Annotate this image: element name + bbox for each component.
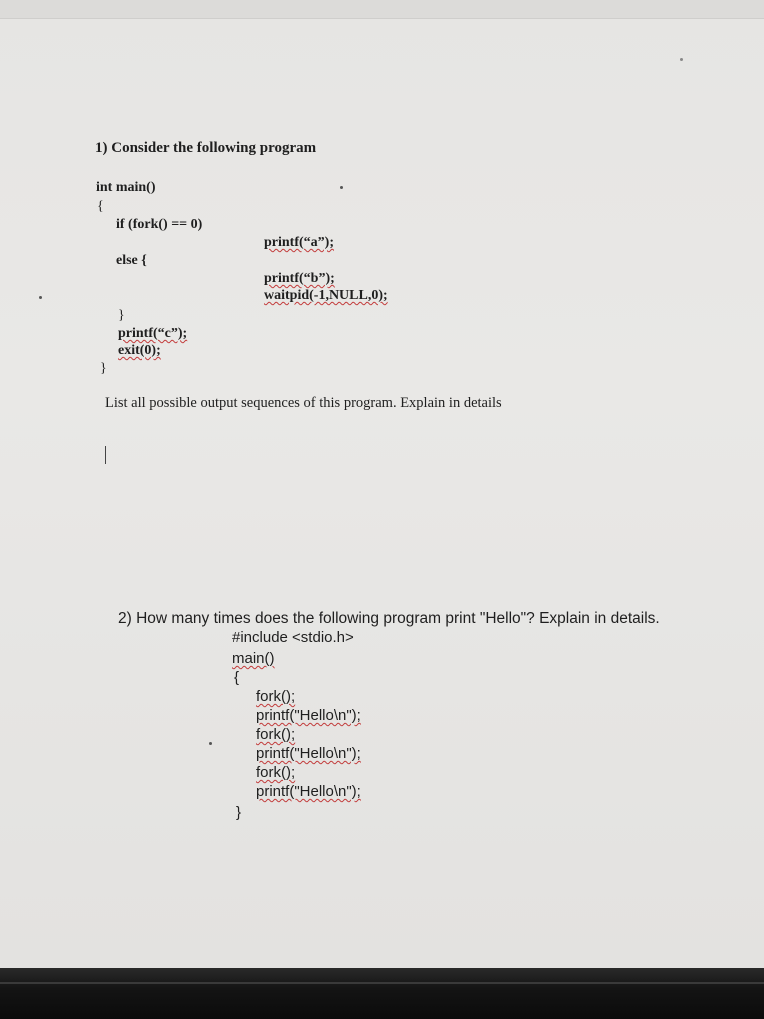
q2-main-line: main() <box>232 650 275 667</box>
q2-heading: 2) How many times does the following program print "Hello"? Explain in details. <box>118 610 660 627</box>
q1-open-brace: { <box>97 199 104 214</box>
stray-mark <box>340 186 343 189</box>
q1-instruction: List all possible output sequences of this program. Explain in details <box>105 395 502 411</box>
monitor-bezel <box>0 968 764 1019</box>
q1-waitpid-line: waitpid(-1,NULL,0); <box>264 288 388 303</box>
text-cursor <box>105 446 106 464</box>
q1-if-fork-line: if (fork() == 0) <box>116 217 203 232</box>
q2-include-line: #include <stdio.h> <box>232 629 354 646</box>
q1-heading: 1) Consider the following program <box>95 140 317 156</box>
window-top-edge <box>0 0 764 19</box>
q1-else-line: else { <box>116 253 147 268</box>
q2-open-brace: { <box>234 669 240 686</box>
q1-close-brace: } <box>100 361 107 376</box>
q1-printf-c: printf(“c”); <box>118 326 188 341</box>
q2-printf-2: printf("Hello\n"); <box>256 745 361 762</box>
q1-printf-a: printf(“a”); <box>264 235 334 250</box>
q2-fork-1: fork(); <box>256 688 296 705</box>
q1-printf-b: printf(“b”); <box>264 271 335 286</box>
q1-inner-close-brace: } <box>118 308 125 323</box>
monitor-bezel-edge <box>0 982 764 984</box>
q2-close-brace: } <box>236 804 242 821</box>
stray-mark <box>209 742 212 745</box>
q2-printf-3: printf("Hello\n"); <box>256 783 361 800</box>
stray-mark <box>39 296 42 299</box>
stray-mark <box>680 58 683 61</box>
q2-fork-2: fork(); <box>256 726 296 743</box>
q1-exit-line: exit(0); <box>118 343 161 358</box>
q2-fork-3: fork(); <box>256 764 296 781</box>
q2-printf-1: printf("Hello\n"); <box>256 707 361 724</box>
q1-main-line: int main() <box>96 180 156 195</box>
